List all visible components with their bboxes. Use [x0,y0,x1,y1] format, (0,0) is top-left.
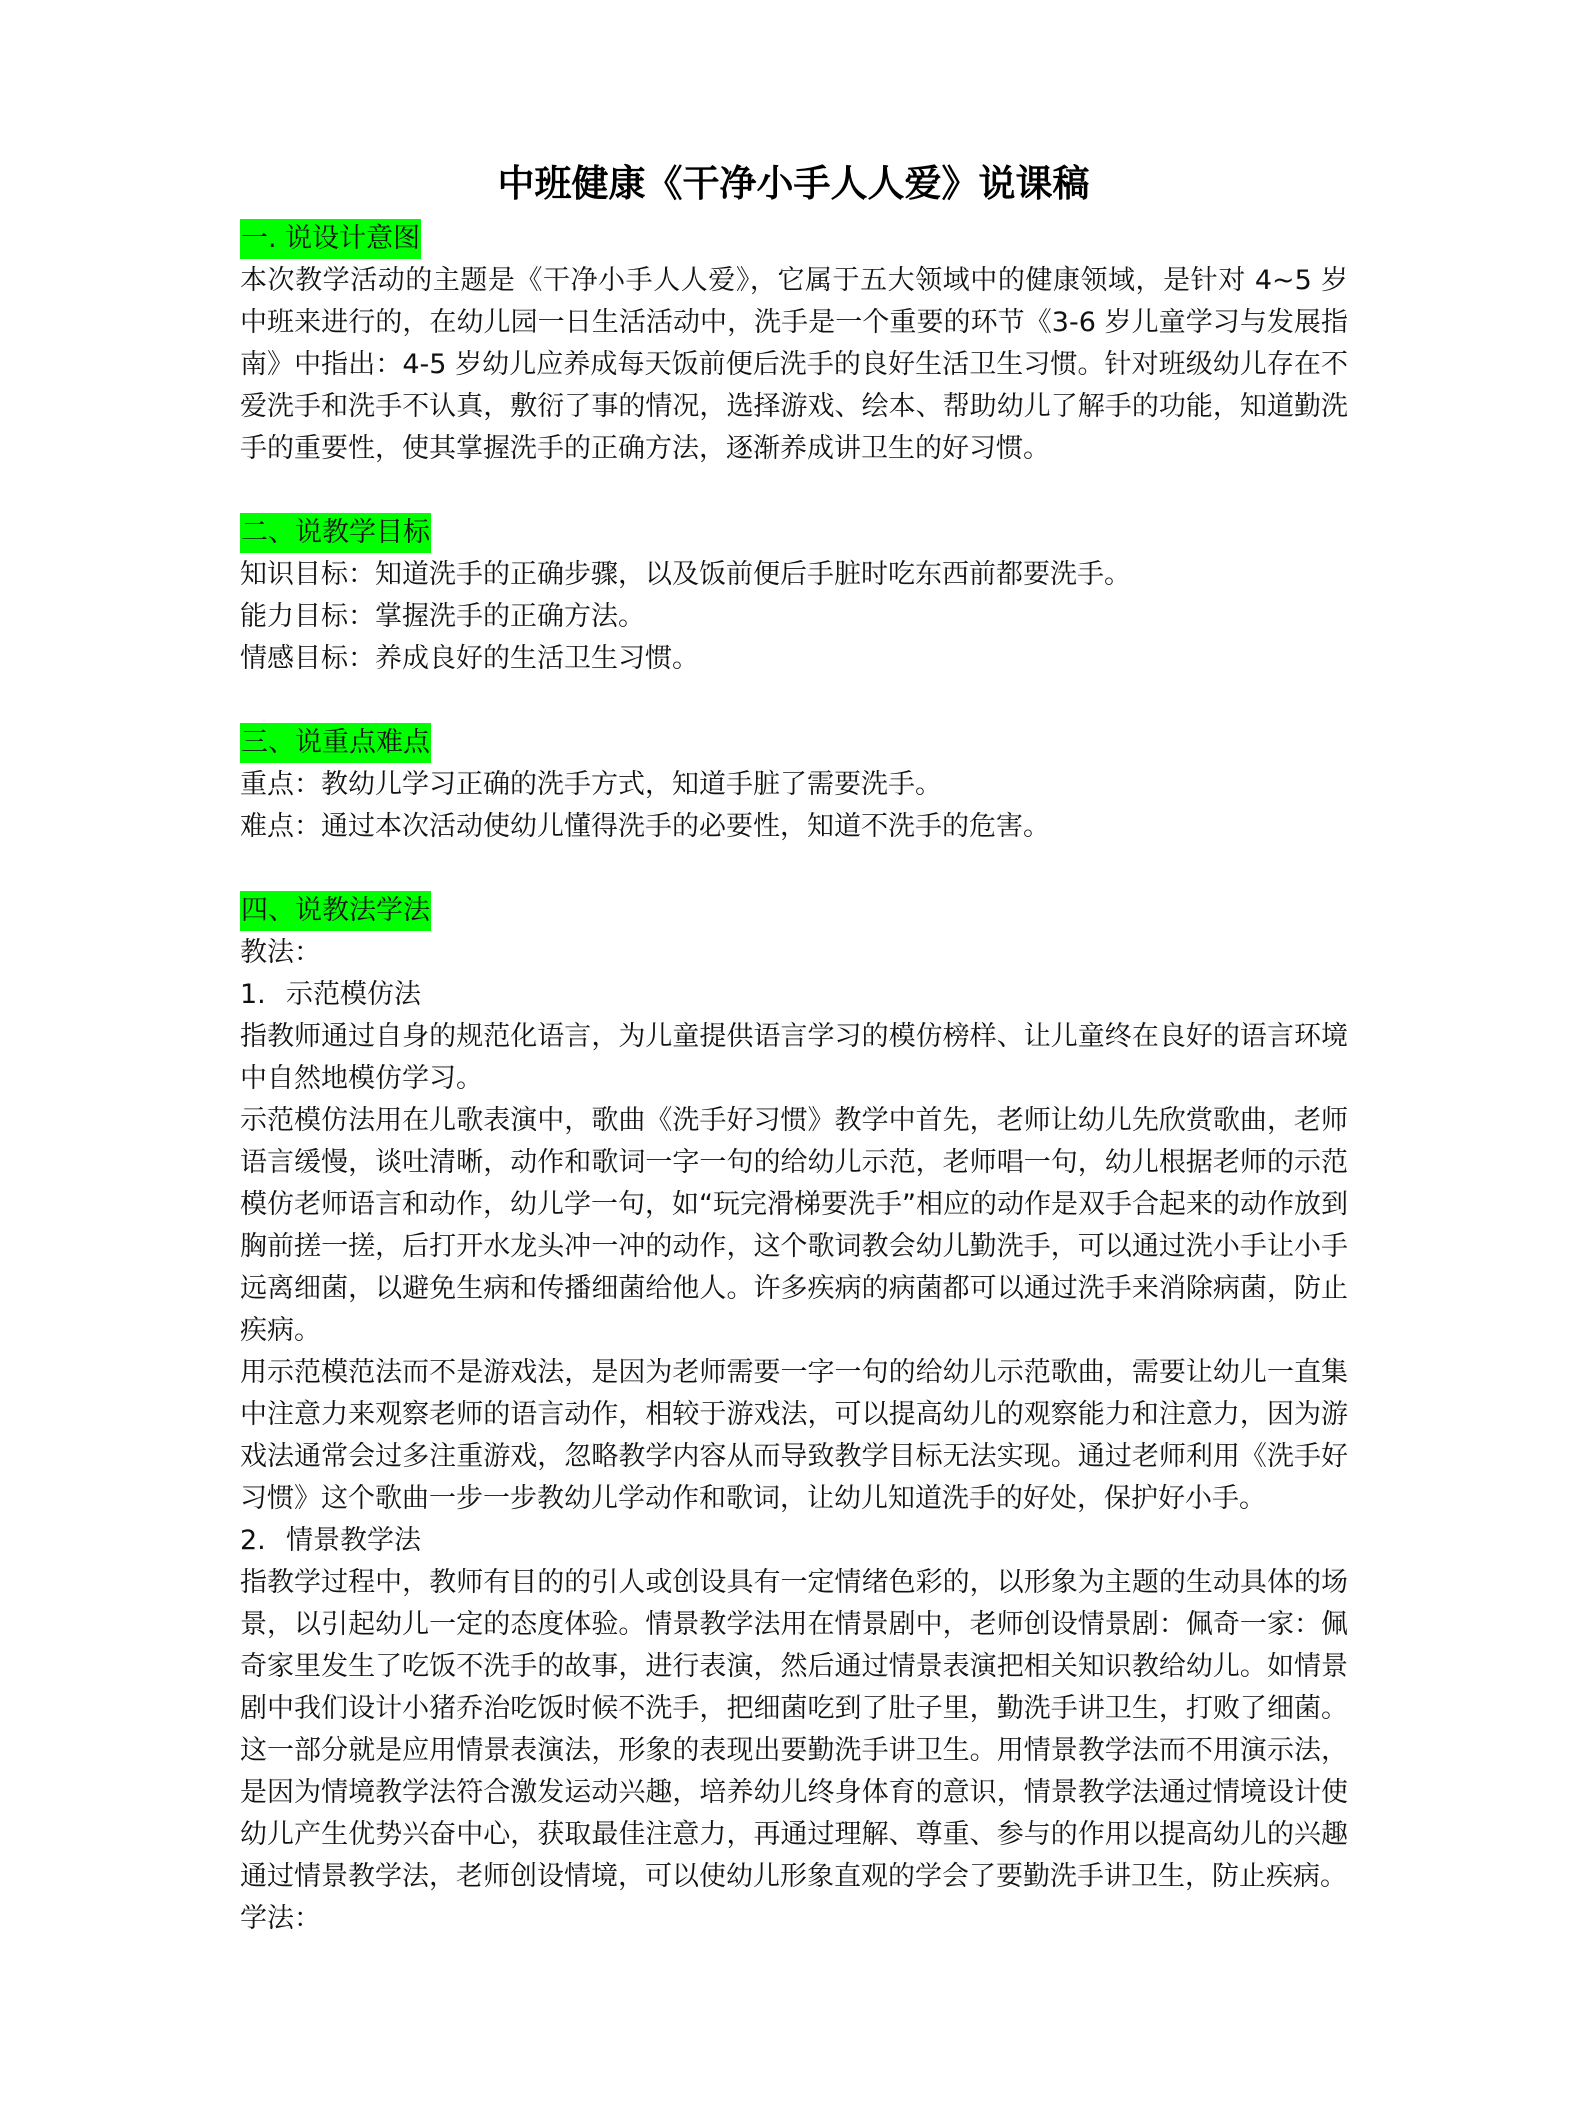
section-2 [240,512,1348,554]
section-3 [240,722,1348,764]
method-name: 情景教学法 [286,1525,421,1556]
spacer [240,470,1348,512]
method-name: 示范模仿法 [286,979,421,1010]
paragraph: 指教师通过自身的规范化语言，为儿童提供语言学习的模仿榜样、让儿童终在良好的语言环境中自然地模仿学习。 [240,1021,1348,1094]
method-number: 1. [240,979,266,1010]
section-heading-teaching-goals: 二、说教学目标 [240,513,431,553]
key-point: 重点：教幼儿学习正确的洗手方式，知道手脏了需要洗手。 [240,769,942,800]
section-heading-methods: 四、说教法学法 [240,891,431,931]
goal-emotion: 情感目标：养成良好的生活卫生习惯。 [240,643,699,674]
method-number: 2. [240,1525,266,1556]
section-4 [240,890,1348,932]
teaching-methods-label: 教法： [240,937,321,968]
document-title: 中班健康《干净小手人人爱》说课稿 [497,161,1090,205]
paragraph: 本次教学活动的主题是《干净小手人人爱》，它属于五大领域中的健康领域，是针对 4~5 岁中班来进行的，在幼儿园一日生活活动中，洗手是一个重要的环节《3-6 岁儿童学习与发展指南》中指出：4-5 岁幼儿应养成每天饭前便后洗手的良好生活卫生习惯。针对班级幼儿存在不爱洗手和洗手不认真，敷衍了事的情况，选择游戏、绘本、帮助幼儿了解手的功能，知道勤洗手的重要性，使其掌握洗手的正确方法，逐渐养成讲卫生的好习惯。 [240,265,1348,464]
section-1 [240,218,1348,260]
section-heading-key-difficult-points: 三、说重点难点 [240,723,431,763]
document-body [240,218,1348,1940]
goal-ability: 能力目标：掌握洗手的正确方法。 [240,601,645,632]
method-1-title [240,974,1348,1016]
difficult-point: 难点：通过本次活动使幼儿懂得洗手的必要性，知道不洗手的危害。 [240,811,1050,842]
paragraph: 指教学过程中，教师有目的的引人或创设具有一定情绪色彩的，以形象为主题的生动具体的场景，以引起幼儿一定的态度体验。情景教学法用在情景剧中，老师创设情景剧：佩奇一家：佩奇家里发生了吃饭不洗手的故事，进行表演，然后通过情景表演把相关知识教给幼儿。如情景剧中我们设计小猪乔治吃饭时候不洗手，把细菌吃到了肚子里，勤洗手讲卫生，打败了细菌。这一部分就是应用情景表演法，形象的表现出要勤洗手讲卫生。用情景教学法而不用演示法，是因为情境教学法符合激发运动兴趣，培养幼儿终身体育的意识，情景教学法通过情境设计使幼儿产生优势兴奋中心，获取最佳注意力，再通过理解、尊重、参与的作用以提高幼儿的兴趣通过情景教学法，老师创设情境，可以使幼儿形象直观的学会了要勤洗手讲卫生，防止疾病。 [240,1567,1348,1892]
learning-methods-label: 学法： [240,1903,321,1934]
method-2-title [240,1520,1348,1562]
spacer [240,680,1348,722]
paragraph: 用示范模范法而不是游戏法，是因为老师需要一字一句的给幼儿示范歌曲，需要让幼儿一直集中注意力来观察老师的语言动作，相较于游戏法，可以提高幼儿的观察能力和注意力，因为游戏法通常会过多注重游戏，忽略教学内容从而导致教学目标无法实现。通过老师利用《洗手好习惯》这个歌曲一步一步教幼儿学动作和歌词，让幼儿知道洗手的好处，保护好小手。 [240,1357,1348,1514]
paragraph: 示范模仿法用在儿歌表演中，歌曲《洗手好习惯》教学中首先，老师让幼儿先欣赏歌曲，老师语言缓慢，谈吐清晰，动作和歌词一字一句的给幼儿示范，老师唱一句，幼儿根据老师的示范模仿老师语言和动作，幼儿学一句，如“玩完滑梯要洗手”相应的动作是双手合起来的动作放到胸前搓一搓，后打开水龙头冲一冲的动作，这个歌词教会幼儿勤洗手，可以通过洗小手让小手远离细菌，以避免生病和传播细菌给他人。许多疾病的病菌都可以通过洗手来消除病菌，防止疾病。 [240,1105,1348,1346]
goal-knowledge: 知识目标：知道洗手的正确步骤，以及饭前便后手脏时吃东西前都要洗手。 [240,559,1131,590]
spacer [240,848,1348,890]
section-heading-design-intent: 一. 说设计意图 [240,219,421,259]
